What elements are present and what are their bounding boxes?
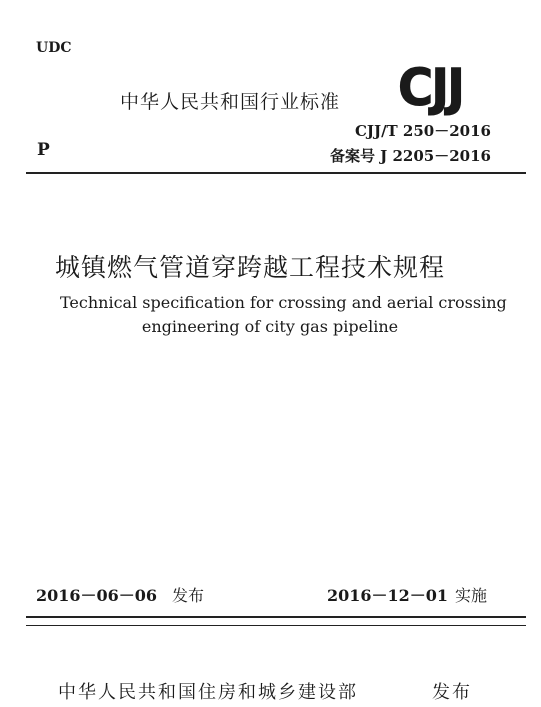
implementation-label: 实施 (455, 586, 488, 605)
implementation-date: 2016－12－01 (327, 586, 449, 605)
standard-number: CJJ/T 250－2016 (354, 122, 491, 140)
cjj-logo: CJJ (398, 58, 463, 118)
publisher: 中华人民共和国住房和城乡建设部 (58, 682, 358, 703)
classification-code: P (37, 140, 50, 160)
title-english-line2: engineering of city gas pipeline (141, 317, 399, 336)
publish-label: 发布 (432, 682, 472, 703)
issue-label: 发布 (172, 586, 205, 605)
header-divider (26, 172, 526, 174)
footer-divider-top (26, 616, 526, 618)
title-english-line1: Technical specification for crossing and aerial crossing (60, 293, 507, 312)
record-number: 备案号 J 2205－2016 (329, 147, 491, 165)
standard-category: 中华人民共和国行业标准 (120, 91, 341, 113)
footer-divider-bottom (26, 625, 526, 626)
udc-label: UDC (36, 40, 72, 56)
title-chinese: 城镇燃气管道穿跨越工程技术规程 (55, 253, 446, 282)
issue-date: 2016－06－06 (36, 586, 158, 605)
